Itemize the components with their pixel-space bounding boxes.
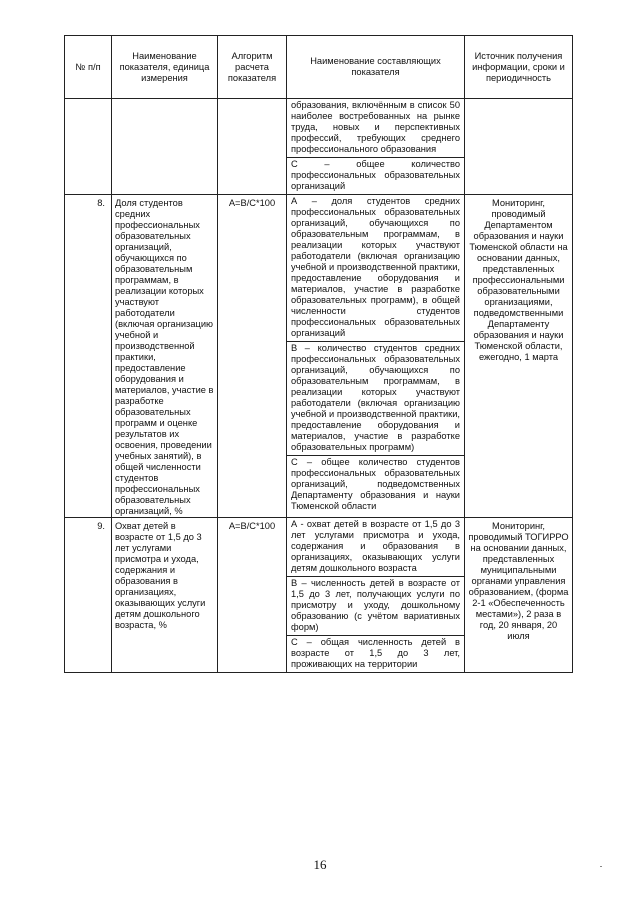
indicator-source [465, 99, 573, 195]
table-row [65, 518, 573, 673]
indicator-components [287, 195, 465, 518]
component-text: С – общее количество профессиональных образовательных организаций [287, 157, 464, 194]
row-number: 8. [65, 195, 112, 518]
indicator-name: Доля студентов средних профессиональных образовательных организаций, обучающихся по образовательным программам, в реализации которых участвуют работодатели (включая организацию учебной и производственной практики, предоставление оборудования и материалов, участие в разработке образовательных программ и оценке результатов их освоения, проведении учебных занятий), в общей численности студентов профессиональных образовательных организаций, % [112, 195, 218, 518]
table-row [65, 195, 573, 518]
component-text: А – доля студентов средних профессиональных образовательных организаций, обучающихся по образовательным программам, в реализации которых участвуют работодатели (включая организацию учебной и производственной практики, предоставление оборудования и материалов, участие в разработке образовательных программ), в общей численности студентов профессиональных образовательных организаций [291, 196, 460, 338]
indicator-components [287, 518, 465, 673]
indicator-source: Мониторинг, проводимый ТОГИРРО на основании данных, представленных муниципальными органами управления образованием, (форма 2-1 «Обеспеченность местами»), 2 раза в год, 20 января, 20 июля [465, 518, 573, 673]
header-algorithm: Алгоритм расчета показателя [218, 36, 287, 99]
row-number [65, 99, 112, 195]
header-name: Наименование показателя, единица измерения [112, 36, 218, 99]
indicator-name [112, 99, 218, 195]
table-header-row [65, 36, 573, 99]
header-num: № п/п [65, 36, 112, 99]
indicator-algorithm: А=В/С*100 [218, 518, 287, 673]
indicators-table [64, 35, 573, 673]
component-text: В – количество студентов средних профессиональных образовательных организаций, обучающихся по образовательным программам, в реализации которых участвуют работодатели (включая организацию учебной и производственной практики, предоставление оборудования и материалов, участие в разработке образовательных программ) [287, 341, 464, 455]
page-number: 16 [313, 857, 327, 872]
indicator-components [287, 99, 465, 195]
row-number: 9. [65, 518, 112, 673]
component-text: С – общее количество студентов профессиональных образовательных организаций, подведомственных Департаменту образования и науки Тюменской области [287, 455, 464, 514]
component-text: С – общая численность детей в возрасте от 1,5 до 3 лет, проживающих на территории [287, 635, 464, 672]
indicator-algorithm [218, 99, 287, 195]
header-components: Наименование составляющих показателя [287, 36, 465, 99]
header-source: Источник получения информации, сроки и периодичность [465, 36, 573, 99]
component-text: А - охват детей в возрасте от 1,5 до 3 лет услугами присмотра и ухода, содержания и образования в организациях, оказывающих услуги детям дошкольного возраста [291, 519, 460, 573]
scan-speck [600, 866, 602, 867]
indicator-source: Мониторинг, проводимый Департаментом образования и науки Тюменской области на основании данных, представленных профессиональными образовательными организациями, подведомственными Департаменту образования и науки Тюменской области, ежегодно, 1 марта [465, 195, 573, 518]
component-text: образования, включённым в список 50 наиболее востребованных на рынке труда, новых и перспективных профессий, требующих среднего профессионального образования [291, 100, 460, 154]
table-row [65, 99, 573, 195]
indicator-algorithm: А=В/С*100 [218, 195, 287, 518]
indicator-name: Охват детей в возрасте от 1,5 до 3 лет услугами присмотра и ухода, содержания и образования в организациях, оказывающих услуги детям дошкольного возраста, % [112, 518, 218, 673]
component-text: В – численность детей в возрасте от 1,5 до 3 лет, получающих услуги по присмотру и уходу, дошкольному образованию (с учётом вариативных форм) [287, 576, 464, 635]
